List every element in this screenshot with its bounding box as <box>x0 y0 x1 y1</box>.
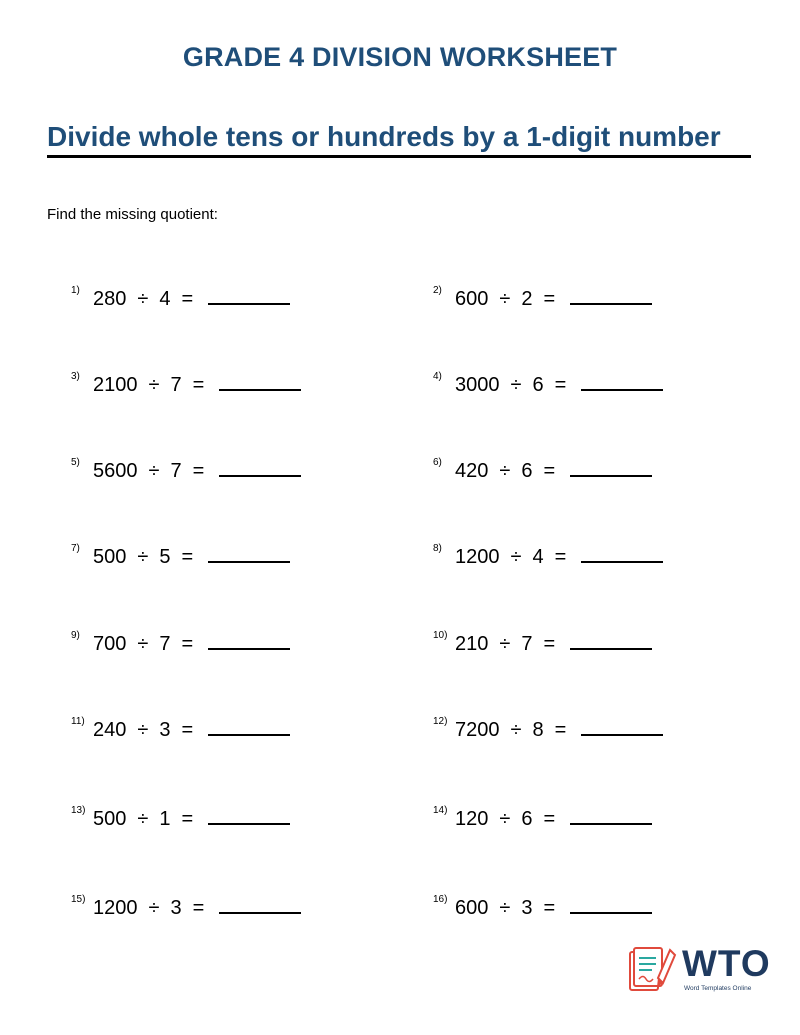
problem-expression <box>93 283 290 311</box>
problem-expression <box>93 714 290 742</box>
problem-number: 2) <box>433 285 442 296</box>
problem-number: 15) <box>71 894 86 905</box>
problem-number: 1) <box>71 285 80 296</box>
equals-sign: = <box>543 460 556 482</box>
division-sign: ÷ <box>510 374 522 396</box>
problem-number: 10) <box>433 630 448 641</box>
answer-blank[interactable] <box>570 628 652 650</box>
divisor: 3 <box>159 719 171 741</box>
equals-sign: = <box>192 897 205 919</box>
answer-blank[interactable] <box>219 455 301 477</box>
divisor: 8 <box>532 719 544 741</box>
dividend: 700 <box>93 633 127 655</box>
problem-expression <box>455 803 652 831</box>
division-sign: ÷ <box>510 719 522 741</box>
divisor: 7 <box>170 374 182 396</box>
equals-sign: = <box>181 288 194 310</box>
problem-expression <box>455 714 663 742</box>
dividend: 420 <box>455 460 489 482</box>
problem-expression <box>455 369 663 397</box>
dividend: 280 <box>93 288 127 310</box>
division-sign: ÷ <box>137 633 149 655</box>
divisor: 1 <box>159 808 171 830</box>
division-sign: ÷ <box>137 546 149 568</box>
dividend: 210 <box>455 633 489 655</box>
dividend: 2100 <box>93 374 138 396</box>
problem-number: 11) <box>71 716 85 727</box>
answer-blank[interactable] <box>570 803 652 825</box>
equals-sign: = <box>554 546 567 568</box>
divisor: 5 <box>159 546 171 568</box>
answer-blank[interactable] <box>570 283 652 305</box>
equals-sign: = <box>192 374 205 396</box>
problem-expression <box>93 541 290 569</box>
division-sign: ÷ <box>499 460 511 482</box>
equals-sign: = <box>543 808 556 830</box>
divisor: 6 <box>521 460 533 482</box>
problem-expression <box>455 628 652 656</box>
dividend: 240 <box>93 719 127 741</box>
divisor: 3 <box>521 897 533 919</box>
equals-sign: = <box>543 897 556 919</box>
problem-number: 8) <box>433 543 442 554</box>
division-sign: ÷ <box>137 719 149 741</box>
logo-text: WTO <box>682 943 771 984</box>
problem-number: 9) <box>71 630 80 641</box>
divisor: 6 <box>532 374 544 396</box>
dividend: 1200 <box>455 546 500 568</box>
problem-expression <box>455 283 652 311</box>
wto-logo <box>628 943 773 996</box>
dividend: 500 <box>93 546 127 568</box>
dividend: 3000 <box>455 374 500 396</box>
instruction-text: Find the missing quotient: <box>47 206 218 223</box>
dividend: 500 <box>93 808 127 830</box>
subtitle-underline <box>47 155 751 158</box>
dividend: 1200 <box>93 897 138 919</box>
divisor: 4 <box>159 288 171 310</box>
divisor: 2 <box>521 288 533 310</box>
divisor: 3 <box>170 897 182 919</box>
equals-sign: = <box>192 460 205 482</box>
division-sign: ÷ <box>499 808 511 830</box>
division-sign: ÷ <box>499 633 511 655</box>
divisor: 4 <box>532 546 544 568</box>
equals-sign: = <box>181 546 194 568</box>
equals-sign: = <box>181 719 194 741</box>
answer-blank[interactable] <box>570 455 652 477</box>
answer-blank[interactable] <box>581 714 663 736</box>
division-sign: ÷ <box>137 288 149 310</box>
problem-number: 14) <box>433 805 448 816</box>
answer-blank[interactable] <box>208 541 290 563</box>
problem-expression <box>93 628 290 656</box>
divisor: 7 <box>159 633 171 655</box>
division-sign: ÷ <box>499 897 511 919</box>
answer-blank[interactable] <box>208 628 290 650</box>
problem-expression <box>455 455 652 483</box>
answer-blank[interactable] <box>219 892 301 914</box>
problem-number: 13) <box>71 805 86 816</box>
problem-expression <box>93 369 301 397</box>
problem-number: 3) <box>71 371 80 382</box>
problem-number: 5) <box>71 457 80 468</box>
dividend: 600 <box>455 288 489 310</box>
problem-expression <box>93 803 290 831</box>
worksheet-subtitle: Divide whole tens or hundreds by a 1-digit number <box>47 121 721 152</box>
division-sign: ÷ <box>148 374 160 396</box>
dividend: 7200 <box>455 719 500 741</box>
divisor: 7 <box>170 460 182 482</box>
division-sign: ÷ <box>148 460 160 482</box>
problem-number: 12) <box>433 716 448 727</box>
problem-expression <box>455 892 652 920</box>
equals-sign: = <box>554 374 567 396</box>
answer-blank[interactable] <box>208 283 290 305</box>
answer-blank[interactable] <box>208 803 290 825</box>
answer-blank[interactable] <box>581 369 663 391</box>
equals-sign: = <box>554 719 567 741</box>
problem-number: 7) <box>71 543 80 554</box>
dividend: 5600 <box>93 460 138 482</box>
problem-expression <box>455 541 663 569</box>
problem-number: 6) <box>433 457 442 468</box>
answer-blank[interactable] <box>581 541 663 563</box>
problem-number: 16) <box>433 894 448 905</box>
document-pen-icon <box>628 946 680 996</box>
division-sign: ÷ <box>148 897 160 919</box>
dividend: 600 <box>455 897 489 919</box>
worksheet-title: GRADE 4 DIVISION WORKSHEET <box>182 42 618 72</box>
division-sign: ÷ <box>510 546 522 568</box>
logo-tagline: Word Templates Online <box>684 985 752 992</box>
equals-sign: = <box>181 633 194 655</box>
problem-expression <box>93 892 301 920</box>
divisor: 6 <box>521 808 533 830</box>
equals-sign: = <box>543 288 556 310</box>
answer-blank[interactable] <box>570 892 652 914</box>
equals-sign: = <box>181 808 194 830</box>
answer-blank[interactable] <box>208 714 290 736</box>
problem-expression <box>93 455 301 483</box>
division-sign: ÷ <box>137 808 149 830</box>
problem-number: 4) <box>433 371 442 382</box>
divisor: 7 <box>521 633 533 655</box>
answer-blank[interactable] <box>219 369 301 391</box>
division-sign: ÷ <box>499 288 511 310</box>
equals-sign: = <box>543 633 556 655</box>
dividend: 120 <box>455 808 489 830</box>
